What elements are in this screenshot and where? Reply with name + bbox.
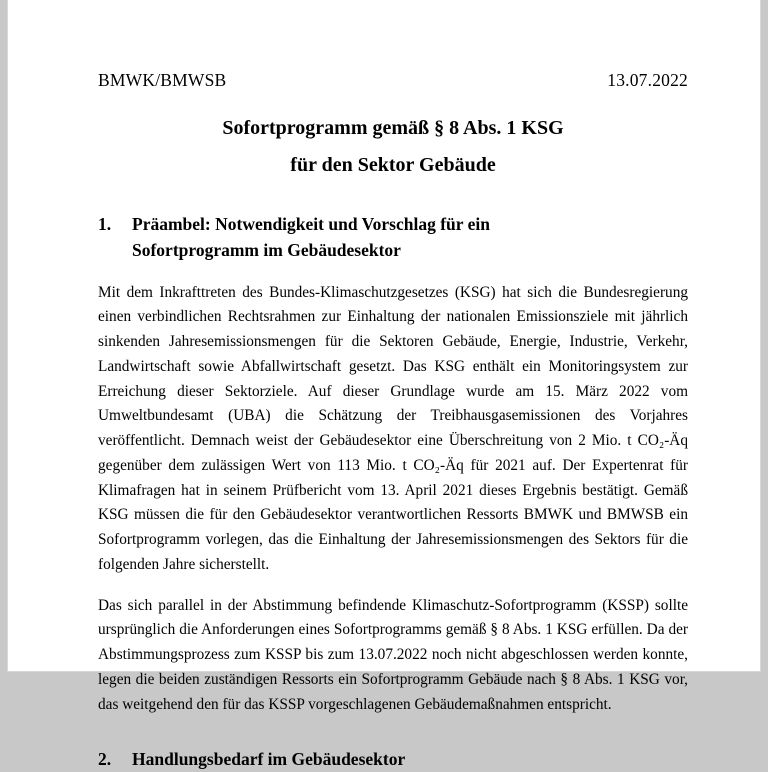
document-header bbox=[98, 70, 688, 91]
section-title-2 bbox=[132, 746, 688, 772]
section-heading-2 bbox=[98, 746, 688, 772]
section-title-1-line1: Präambel: Notwendigkeit und Vorschlag für ein bbox=[132, 214, 490, 234]
section-number-2: 2. bbox=[98, 748, 112, 769]
section-number-1: 1. bbox=[98, 214, 112, 234]
document-title bbox=[98, 113, 688, 181]
document-title-line1: Sofortprogramm gemäß § 8 Abs. 1 KSG bbox=[222, 117, 564, 139]
section-heading-1 bbox=[98, 211, 688, 264]
section-title-1-line2: Sofortprogramm im Gebäudesektor bbox=[132, 240, 401, 261]
paragraph: Das sich parallel in der Abstimmung befindende Klimaschutz-Sofortprogramm (KSSP) sollte ursprünglich die Anforderungen eines Sofortprogramms gemäß § 8 Abs. 1 KSG erfüllen. Da der Abstimmungsprozess zum KSSP bis zum 13.07.2022 noch nicht abgeschlossen werden konnte, legen die beiden zuständigen Ressorts ein Sofortprogramm Gebäude nach § 8 Abs. 1 KSG vor, das weitgehend den für das KSSP vorgeschlagenen Gebäudemaßnahmen entspricht. bbox=[98, 596, 688, 713]
document-title-line2: für den Sektor Gebäude bbox=[290, 154, 496, 176]
document-content bbox=[98, 70, 688, 772]
section-title-2-line1: Handlungsbedarf im Gebäudesektor bbox=[132, 748, 406, 769]
header-date: 13.07.2022 bbox=[607, 70, 688, 90]
section-title-1 bbox=[132, 211, 688, 264]
paragraph: Mit dem Inkrafttreten des Bundes-Klimaschutzgesetzes (KSG) hat sich die Bundesregierung einen verbindlichen Rechtsrahmen zur Einhaltung der nationalen Emissionsziele mit jährlich sinkenden Jahresemissionsmengen für die Sektoren Gebäude, Energie, Industrie, Verkehr, Landwirtschaft sowie Abfallwirtschaft gesetzt. Das KSG enthält ein Monitoringsystem zur Erreichung dieser Sektorziele. Auf dieser Grundlage wurde am 15. März 2022 vom Umweltbundesamt (UBA) die Schätzung der Treibhausgasemissionen des Vorjahres veröffentlicht. Demnach weist der Gebäudesektor eine Überschreitung von 2 Mio. t CO₂-Äq gegenüber dem zulässigen Wert von 113 Mio. t CO₂-Äq für 2021 auf. Der Expertenrat für Klimafragen hat in seinem Prüfbericht vom 13. April 2021 dieses Ergebnis bestätigt. Gemäß KSG müssen die für den Gebäudesektor verantwortlichen Ressorts BMWK und BMWSB ein Sofortprogramm vorlegen, das die Einhaltung der Jahresemissionsmengen des Sektors für die folgenden Jahre sicherstellt. bbox=[98, 283, 688, 573]
header-ministries: BMWK/BMWSB bbox=[98, 70, 227, 90]
document-page bbox=[8, 0, 760, 769]
